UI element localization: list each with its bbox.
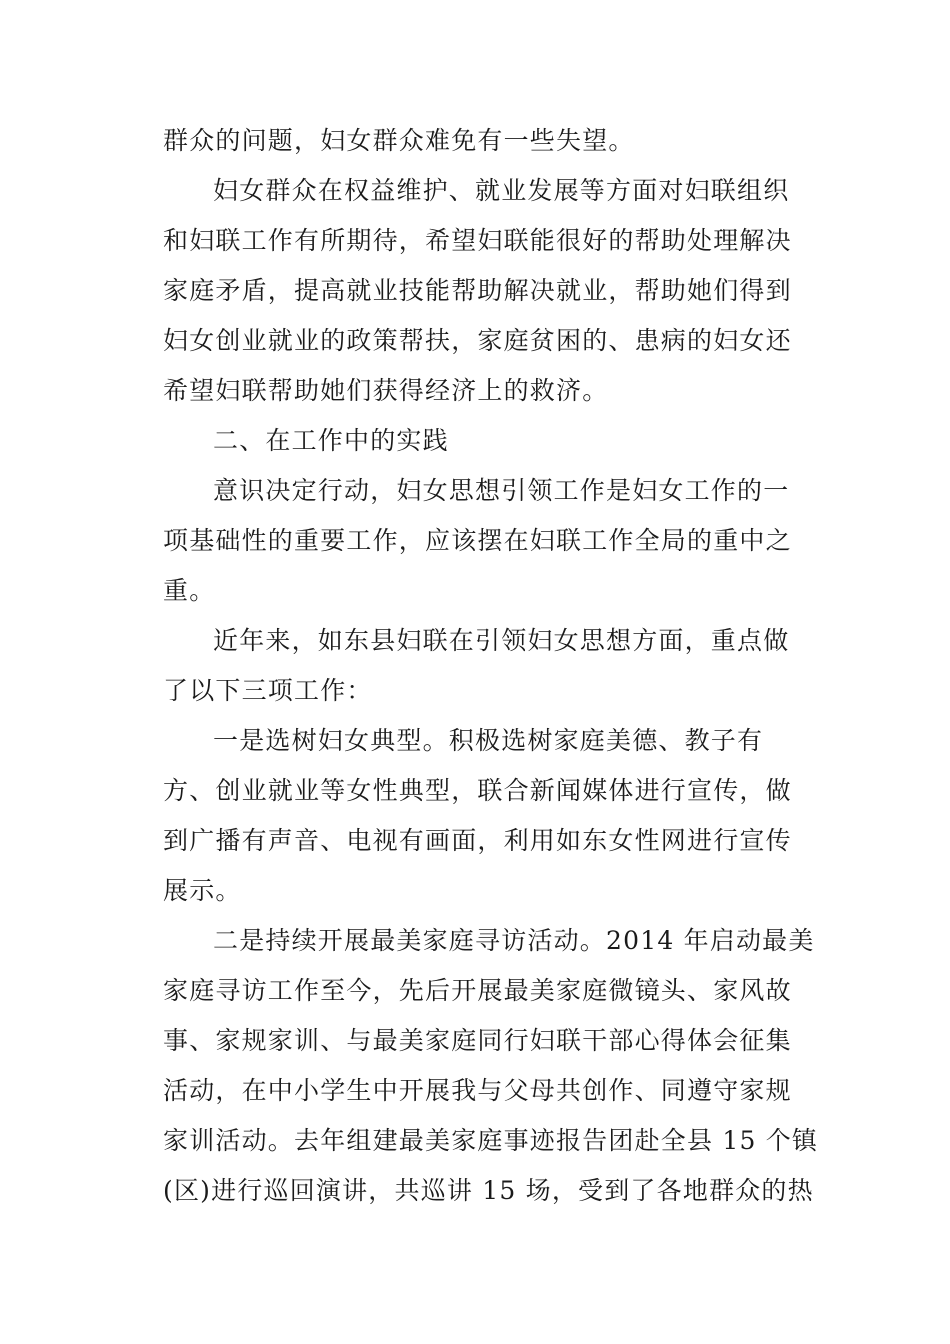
- text-line: 重。: [163, 576, 216, 605]
- text-line: 群众的问题，妇女群众难免有一些失望。: [163, 126, 635, 155]
- section-heading: 二、在工作中的实践: [213, 426, 449, 455]
- text-line: 家训活动。去年组建最美家庭事迹报告团赴全县 15 个镇: [163, 1126, 819, 1155]
- text-line: 希望妇联帮助她们获得经济上的救济。: [163, 376, 609, 405]
- paragraph-start-line: 一是选树妇女典型。积极选树家庭美德、教子有: [213, 726, 764, 755]
- text-line: 和妇联工作有所期待，希望妇联能很好的帮助处理解决: [163, 226, 792, 255]
- text-line: 活动，在中小学生中开展我与父母共创作、同遵守家规: [163, 1076, 792, 1105]
- paragraph-start-line: 妇女群众在权益维护、就业发展等方面对妇联组织: [213, 176, 790, 205]
- text-line: 了以下三项工作：: [163, 676, 373, 705]
- paragraph-start-line: 意识决定行动，妇女思想引领工作是妇女工作的一: [213, 476, 790, 505]
- text-line: 项基础性的重要工作，应该摆在妇联工作全局的重中之: [163, 526, 792, 555]
- paragraph-start-line: 二是持续开展最美家庭寻访活动。2014 年启动最美: [213, 926, 815, 955]
- text-line: 家庭矛盾，提高就业技能帮助解决就业，帮助她们得到: [163, 276, 792, 305]
- text-line: 到广播有声音、电视有画面，利用如东女性网进行宣传: [163, 826, 792, 855]
- text-line: 方、创业就业等女性典型，联合新闻媒体进行宣传，做: [163, 776, 792, 805]
- text-line: 事、家规家训、与最美家庭同行妇联干部心得体会征集: [163, 1026, 792, 1055]
- text-line: 妇女创业就业的政策帮扶，家庭贫困的、患病的妇女还: [163, 326, 792, 355]
- text-line: 家庭寻访工作至今，先后开展最美家庭微镜头、家风故: [163, 976, 792, 1005]
- text-line: (区)进行巡回演讲，共巡讲 15 场，受到了各地群众的热: [163, 1176, 814, 1205]
- text-line: 展示。: [163, 876, 242, 905]
- paragraph-start-line: 近年来，如东县妇联在引领妇女思想方面，重点做: [213, 626, 790, 655]
